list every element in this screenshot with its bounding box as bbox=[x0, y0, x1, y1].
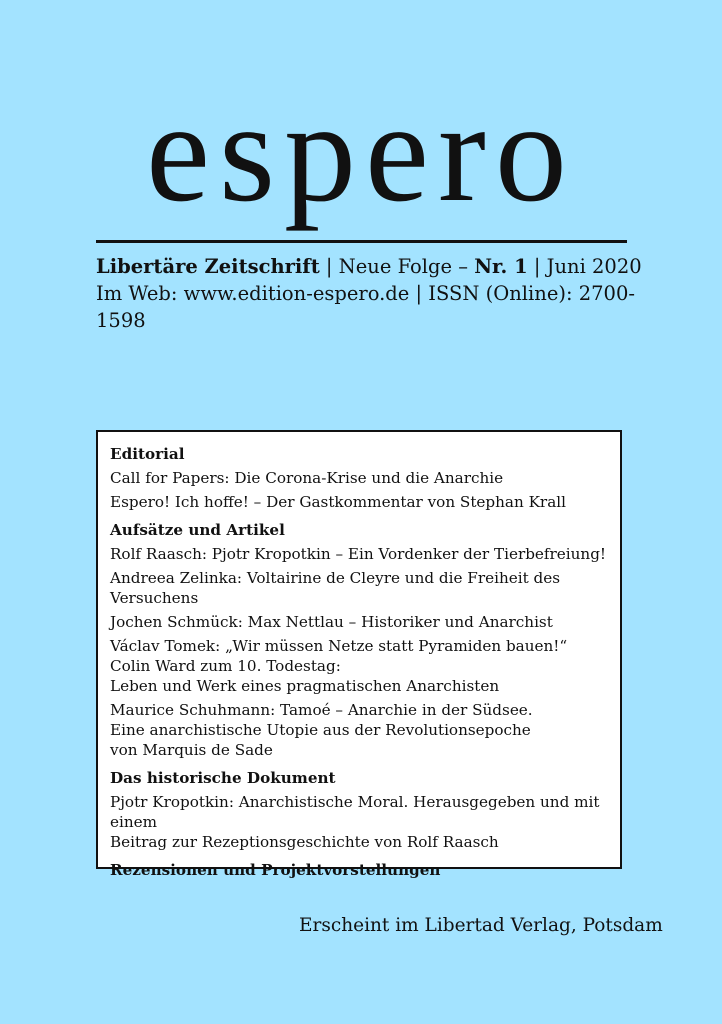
contents-entry bbox=[110, 492, 620, 512]
contents-entry bbox=[110, 700, 620, 760]
entry-line: Václav Tomek: „Wir müssen Netze statt Pyramiden bauen!“ bbox=[110, 637, 568, 655]
section-title: Editorial bbox=[110, 445, 185, 463]
entry-line: Colin Ward zum 10. Todestag: bbox=[110, 657, 341, 675]
entry-line: Espero! Ich hoffe! – Der Gastkommentar von Stephan Krall bbox=[110, 493, 566, 511]
issue-line bbox=[96, 253, 656, 280]
contents-entry bbox=[110, 636, 620, 696]
issue-date: | Juni 2020 bbox=[527, 255, 642, 278]
issue-number: Nr. 1 bbox=[474, 255, 528, 278]
contents-section bbox=[110, 768, 620, 852]
issue-info bbox=[96, 253, 656, 334]
contents-entry bbox=[110, 612, 620, 632]
title-rule bbox=[96, 240, 627, 243]
series-label: | Neue Folge – bbox=[319, 255, 475, 278]
section-title: Das historische Dokument bbox=[110, 769, 336, 787]
web-and-issn: Im Web: www.edition-espero.de | ISSN (Online): 2700-1598 bbox=[96, 282, 635, 332]
table-of-contents bbox=[96, 430, 622, 879]
publisher-line: Erscheint im Libertad Verlag, Potsdam bbox=[299, 915, 663, 936]
entry-line: Beitrag zur Rezeptionsgeschichte von Rolf Raasch bbox=[110, 833, 499, 851]
entry-line: Eine anarchistische Utopie aus der Revolutionsepoche bbox=[110, 721, 531, 739]
contents-section bbox=[110, 444, 620, 512]
entry-line: Call for Papers: Die Corona-Krise und die Anarchie bbox=[110, 469, 504, 487]
entry-line: Andreea Zelinka: Voltairine de Cleyre und die Freiheit des Versuchens bbox=[110, 569, 561, 607]
section-title: Rezensionen und Projektvorstellungen bbox=[110, 861, 441, 879]
entry-line: von Marquis de Sade bbox=[110, 741, 273, 759]
entry-line: Maurice Schuhmann: Tamoé – Anarchie in der Südsee. bbox=[110, 701, 533, 719]
journal-subtitle: Libertäre Zeitschrift bbox=[96, 255, 320, 278]
section-title: Aufsätze und Artikel bbox=[110, 521, 285, 539]
contents-entry bbox=[110, 568, 620, 608]
entry-line: Pjotr Kropotkin: Anarchistische Moral. Herausgegeben und mit einem bbox=[110, 793, 600, 831]
entry-line: Jochen Schmück: Max Nettlau – Historiker und Anarchist bbox=[110, 613, 553, 631]
masthead-title: espero bbox=[146, 73, 576, 232]
contents-entry bbox=[110, 544, 620, 564]
contents-entry bbox=[110, 792, 620, 852]
contents-section bbox=[110, 520, 620, 760]
entry-line: Rolf Raasch: Pjotr Kropotkin – Ein Vordenker der Tierbefreiung! bbox=[110, 545, 607, 563]
contents-section bbox=[110, 860, 620, 880]
contents-entry bbox=[110, 468, 620, 488]
entry-line: Leben und Werk eines pragmatischen Anarchisten bbox=[110, 677, 500, 695]
